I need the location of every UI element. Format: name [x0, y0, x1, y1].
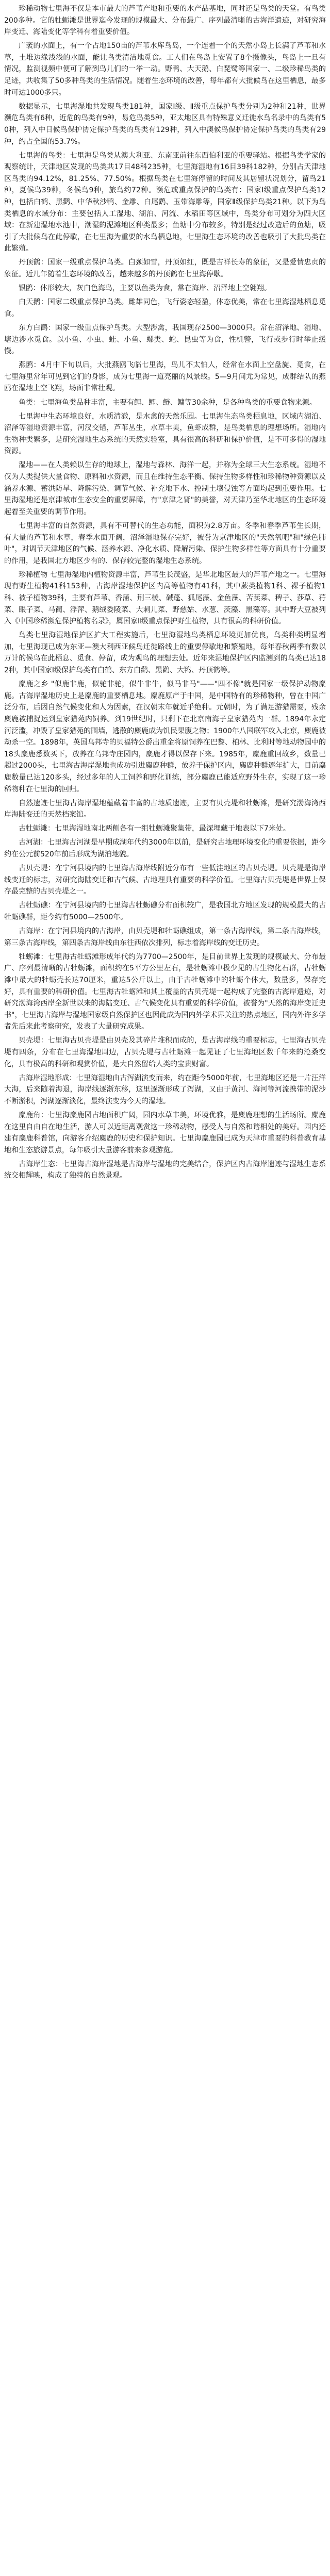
article-paragraph: 鱼类：七里海鱼类品种丰富，主要有鲤、鲫、鲢、鳙等30余种，是各种鸟类的重要食物来源。 [19, 398, 317, 407]
article-paragraph: 古海岸湿地形成：七里海湿地由古泻湖演变而来，约在距今5000年前，七里海地区还是一片汪洋大海，后来随着海退，海岸线逐渐东移，这里逐渐形成了泻湖，又由于黄河、海河等河流携带的泥沙不断淤积，泻湖逐渐淡化，最终演变为今天的湿地。 [4, 1074, 326, 1105]
article-paragraph: 古海岸：在宁河县境内的古海岸，由贝壳堤和牡蛎礁组成，第一条古海岸线，第二条古海岸线，第三条古海岸线，第四条古海岸线由东往西依次排列，标志着海岸线的变迁历史。 [4, 927, 326, 947]
article-paragraph: 七里海中生态环境良好，水质清澈，是水禽的天然乐园。七里海生态鸟类栖息地，区域内湖泊、沼泽等湿地资源丰富，河汊交错，芦苇丛生，水草丰美，鱼虾成群，是鸟类栖息的理想场所。湿地内生物种类繁多，是研究湿地生态系统的天然实验室，具有很高的科研和保护价值，是不可多得的湿地资源。 [4, 412, 326, 456]
article-paragraph: 七里海的鸟类：七里海是鸟类从澳大利亚、东南亚前往东西伯利亚的重要驿站。根据鸟类学家的观察统计，天津地区发现的鸟类共17目48科235种，七里海湿地有16目39科182种，分别占天津地区鸟类的94.12%，81.25%、77.50%。根据鸟类在七里海停留的时间及其居留状况划分，留鸟21种，夏候鸟39种，冬候鸟9种，旅鸟约72种。濒危或重点保护的鸟类有：国家Ⅰ级重点保护鸟类12种，包括白鹤、黑鹳、中华秋沙鸭、金雕、白尾鹞、玉带海雕等，国家Ⅱ级保护鸟类21种。以下为鸟类栖息的水域分布：主要包括人工湿地、湖泊、河流、水稻田等区域中，鸟类分布可划分为四大区域：在新建湿地水池中，潮湿的泥滩地区种类最多；鱼塘中分布较多，特别是经过改造后的鱼塘，吸引了大批候鸟在此停歇，在七里海为重要的水鸟栖息地，七里海生态环境的改善也吸引了大批鸟类在此繁殖。 [4, 151, 326, 253]
article-paragraph: 麋鹿之乡 "似鹿非鹿，似驼非驼，似牛非牛，似马非马"——"四不像"就是国家一级保护动物麋鹿。古海岸湿地历史上是麋鹿的重要栖息地。麋鹿原产于中国，是中国特有的珍稀物种，曾在中国广泛分布，后因自然气候变化和人为因素，在汉朝末年就近乎绝种。元朝时，为了满足游猎需要，残余麋鹿被捕捉运到皇家猎苑内饲养。到19世纪时，只剩下在北京南海子皇家猎苑内一群。1894年永定河泛滥，冲毁了皇家猎苑的围墙，逃散的麋鹿成为饥民果腹之物；1900年八国联军攻入北京，麋鹿被劫杀一空。1898年，英国乌邦寺的贝福特公爵出重金将原饲养在巴黎、柏林、比利时等地动物园中的18头麋鹿悉数买下，放养在乌邦寺庄园内，麋鹿才得以保存下来。1985年，麋鹿重回故乡，数量已超过2000头，七里海古海岸湿地也成功引进麋鹿种群，放养于保护区内，麋鹿种群逐年扩大，目前麋鹿数量已达120多头，经过多年的人工饲养和野化训练，部分麋鹿已能适应野外生存，实现了这一珍稀物种在七里海的回归。 [4, 680, 326, 794]
article [0, 0, 330, 1186]
article-paragraph: 自然遗迹七里海古海岸湿地蕴藏着丰富的古地质遗迹，主要有贝壳堤和牡蛎滩，是研究渤海湾西岸海陆变迁的天然档案馆。 [4, 799, 326, 819]
article-paragraph: 贝壳堤：七里海古贝壳堤是由贝壳及其碎片堆积而成的，是古海岸线的重要标志，七里海古贝壳堤有四条，分布在七里海湿地周边，古贝壳堤与古牡蛎滩一起见证了七里海地区数千年来的沧桑变化，具有极高的科研和观赏价值，是大自然留给人类的宝贵财富。 [4, 1036, 326, 1068]
article-paragraph: 珍稀植物 七里海湿地内植物资源丰富，芦苇生长茂盛，是华北地区最大的芦苇产地之一。七里海现有野生植物41科153种，古海岸湿地保护区内高等植物有41科，其中蕨类植物1科、裸子植物1科、被子植物39科，主要有芦苇、香蒲、荆三棱、碱蓬、狐尾藻、金鱼藻、苦荬菜、稗子、莎草、荇菜、眼子菜、马蔺、浮萍、鹅绒委陵菜、大刺儿菜、野慈姑、水葱、茨藻、黑藻等。其中野大豆被列入《中国珍稀濒危保护植物名录》，属国家Ⅱ级重点保护野生植物，具有很高的科研价值。 [4, 570, 326, 626]
article-paragraph: 鸟类七里海湿地保护区扩大工程实施后，七里海湿地鸟类栖息环境更加优良，鸟类种类明显增加，七里海现已成为东亚—澳大利西亚候鸟迁徙路线上的重要停歇地和繁殖地，每年春秋两季有数以万计的候鸟在此栖息、觅食、停留，成为观鸟的理想去处。近年来湿地保护区内监测到的鸟类已达182种，其中国家Ⅰ级保护鸟类有白鹤、东方白鹳、黑鹳、大鸨、丹顶鹤等。 [4, 631, 326, 675]
article-paragraph: 古牡蛎滩：七里海湿地南北两侧各有一组牡蛎滩聚集带，最深埋藏于地表以下7米处。 [19, 824, 290, 833]
article-paragraph: 牡蛎滩：七里海古牡蛎滩形成年代约为7700—2500年，是目前世界上发现的规模最大、分布最广、序列最清晰的古牡蛎滩，面积约在5平方公里左右，是牡蛎滩中极少见的古生物化石群，古牡蛎滩中最大的牡蛎壳长达70厘米，重达5公斤以上，由于古牡蛎滩中的牡蛎个体大，数量多，保存完好，具有重要的科研价值。七里海古牡蛎滩和其上覆盖的古贝壳堤一起构成了完整的古海岸遗迹，对研究渤海湾西岸全新世以来的海陆变迁、古气候变化具有重要的科学价值，被誉为"天然的海岸变迁史书"，七里海古海岸与湿地国家级自然保护区也因此成为国内外学术界关注的热点地区，国内外许多学者先后来此考察研究，发表了大量研究成果。 [4, 952, 326, 1031]
article-paragraph: 白天鹅：国家二级重点保护鸟类。雌雄同色，飞行姿态轻盈，体态优美，常在七里海湿地栖息觅食。 [4, 298, 326, 318]
article-paragraph: 古河湖：七里海古河湖是早期成湖年代约3000年以前，是研究古地理环境变化的重要依据，距今约在公元前520年前后形成为湖泊地貌。 [4, 838, 326, 858]
article-paragraph: 七里海丰富的自然资源，具有不可替代的生态功能，面积为2.8万亩。冬季和春季芦苇生长期，有大量的芦苇和水草，春季水面开阔，沼泽湿地保存完好，被誉为京津地区的"天然氧吧"和"绿色肺叶"，对调节天津地区的气候、涵养水源、净化水质、降解污染、保护生物多样性等方面具有十分重要的作用，是我国北方地区少有的、保存较完整的湿地生态系统。 [4, 521, 326, 565]
article-paragraph: 数据显示，七里海湿地共发现鸟类181种，国家Ⅰ级、Ⅱ级重点保护鸟类分别为2种和21种，世界濒危鸟类有6种，近危的鸟类有9种，易危鸟类5种，亚太地区具有特殊意义迁徙水鸟名录中的鸟类有50种，列入中日候鸟保护协定保护鸟类的鸟类有129种，列入中澳候鸟保护协定保护鸟类的鸟类有29种，约占全国的53.7%。 [4, 102, 326, 146]
article-paragraph: 古海岸生态：七里海古海岸湿地是古海岸与湿地的完美结合，保护区内古海岸遗迹与湿地生态系统交相辉映，构成了独特的自然景观。 [4, 1160, 326, 1180]
article-paragraph: 东方白鹳：国家一级重点保护鸟类。大型涉禽，我国现存2500—3000只。常在沼泽地、湿地、塘边涉水觅食。以小鱼、小虫、蛙、小鱼、螺类、蛇、昆虫等为食，性机警，飞行或步行时举止缓慢。 [4, 323, 326, 356]
article-paragraph: 麋鹿角：七里海麋鹿园占地面积广阔，园内水草丰美，环境优雅，是麋鹿理想的生活场所。麋鹿在这里自由自在地生活，游人可以近距离观赏这一珍稀动物，感受人与自然和谐相处的美好。园内还建有麋鹿科普馆，向游客介绍麋鹿的历史和保护知识。七里海麋鹿园已成为天津市重要的科普教育基地和生态旅游景点，每年吸引大量游客前来参观游览。 [4, 1111, 326, 1154]
article-paragraph: 广袤的水面上，有一个占地150亩的芦苇水库鸟岛，一个连着一个的天然小岛上长满了芦苇和水草，土堆边缘浅浅的水面，能让鸟类清洁地觅食。工人们在鸟岛上安置了8个摄像头，鸟岛上一旦有情况，监测视频中便可了解到鸟儿们的一举一动。野鸭、大天鹅、白琵鹭等国家一、二级珍稀鸟类的足迹，共收集了50多种鸟类的生活情况。随着生态环境的改善，每年都有大批候鸟在这里栖息，最多时可达1000多只。 [4, 42, 326, 97]
article-paragraph: 丹顶鹤：国家一级重点保护鸟类。白颈如雪，丹顶如红，既是吉祥长寿的象征，又是爱情忠贞的象征。近几年随着生态环境的改善，越来越多的丹顶鹤在七里海停歇。 [4, 258, 326, 279]
article-paragraph: 银鸥：体形较大，灰白色海鸟，主要以鱼类为食，常在海岸、沼泽地上空翱翔。 [19, 284, 271, 293]
article-paragraph: 湿地——在人类赖以生存的地球上，湿地与森林、海洋一起，并称为全球三大生态系统。湿地不仅为人类提供大量食物、原料和水资源，而且在维持生态平衡、保持生物多样性和珍稀物种资源以及涵养水源、蓄洪防旱、降解污染、调节气候、补充地下水、控制土壤侵蚀等方面均起到重要作用。七里海湿地还是京津城市生态安全的重要屏障，有"京津之肾"的美誉，对天津乃至华北地区的生态环境起着至关重要的调节作用。 [4, 461, 326, 516]
article-paragraph: 古牡蛎礁：在宁河县境内的七里海古牡蛎礁分布面积较广，是我国北方地区发现的规模最大的古牡蛎礁群，距今约有5000—2500年。 [4, 901, 326, 921]
article-paragraph: 燕鸥：4月中下旬以后，大批燕鸥飞临七里海，鸟儿不太怕人，经常在水面上空盘旋、觅食，在七里海里常年可见到它们的身影，成为七里海一道亮丽的风景线。5—9月间尤为常见，成群结队的燕鸥在湿地上空飞翔，场面非常壮观。 [4, 361, 326, 393]
article-paragraph: 古贝壳堤：在宁河县境内的七里海古海岸线附近分布有一些低洼地区的古贝壳堤。贝壳堤是海岸线变迁的标志，对研究海陆变迁和古气候、古地理具有重要的科学价值。七里海古贝壳堤是世界上保存最完整的古贝壳堤之一。 [4, 864, 326, 896]
article-paragraph: 珍稀动物七里海不仅是本市最大的芦苇产地和重要的水产品基地，同时还是鸟类的天堂。有鸟类200多种。它的牡蛎滩是世界迄今发现的规模最大、分布最广、序列最清晰的古海洋遗迹，对研究海岸变迁、海陆变化等学科有着重要价值。 [4, 5, 326, 37]
